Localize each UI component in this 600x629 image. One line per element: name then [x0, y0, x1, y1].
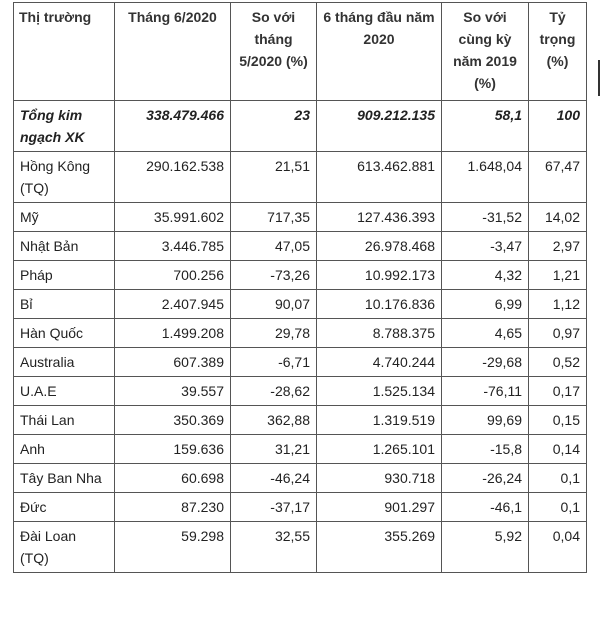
cell-share: 100 [529, 101, 587, 152]
cell-vs-2019: -76,11 [442, 377, 529, 406]
cell-market: Mỹ [14, 203, 115, 232]
table-row [14, 319, 587, 348]
cell-market: Hàn Quốc [14, 319, 115, 348]
cell-vs-2019: -29,68 [442, 348, 529, 377]
cell-share: 0,15 [529, 406, 587, 435]
cell-share: 0,97 [529, 319, 587, 348]
cell-market: Tây Ban Nha [14, 464, 115, 493]
table-header-row [14, 3, 587, 101]
cell-june-2020: 607.389 [115, 348, 231, 377]
table-row [14, 290, 587, 319]
cell-june-2020: 39.557 [115, 377, 231, 406]
cell-vs-may-2020: 31,21 [231, 435, 317, 464]
cell-share: 14,02 [529, 203, 587, 232]
cell-vs-2019: -46,1 [442, 493, 529, 522]
table-row [14, 522, 587, 573]
cell-share: 0,1 [529, 493, 587, 522]
cell-market: Hồng Kông (TQ) [14, 152, 115, 203]
cell-vs-may-2020: 21,51 [231, 152, 317, 203]
cell-share: 1,12 [529, 290, 587, 319]
cell-vs-may-2020: -37,17 [231, 493, 317, 522]
cell-vs-2019: 4,65 [442, 319, 529, 348]
header-market: Thị trường [14, 3, 115, 101]
table-row [14, 377, 587, 406]
cell-first-half-2020: 4.740.244 [317, 348, 442, 377]
cell-vs-2019: 1.648,04 [442, 152, 529, 203]
cell-june-2020: 1.499.208 [115, 319, 231, 348]
cell-share: 0,17 [529, 377, 587, 406]
cell-first-half-2020: 1.525.134 [317, 377, 442, 406]
table-row [14, 493, 587, 522]
cell-share: 67,47 [529, 152, 587, 203]
cell-vs-may-2020: 29,78 [231, 319, 317, 348]
cell-market: Nhật Bản [14, 232, 115, 261]
table-row [14, 261, 587, 290]
header-vs-may-2020: So với tháng 5/2020 (%) [231, 3, 317, 101]
cell-share: 1,21 [529, 261, 587, 290]
cell-june-2020: 60.698 [115, 464, 231, 493]
cell-vs-may-2020: -6,71 [231, 348, 317, 377]
table-row [14, 232, 587, 261]
cell-market: Tổng kim ngạch XK [14, 101, 115, 152]
cell-vs-2019: -31,52 [442, 203, 529, 232]
cell-vs-may-2020: 23 [231, 101, 317, 152]
cell-vs-2019: -26,24 [442, 464, 529, 493]
cell-vs-may-2020: 717,35 [231, 203, 317, 232]
header-share: Tỷ trọng (%) [529, 3, 587, 101]
table-row [14, 348, 587, 377]
cell-vs-2019: 99,69 [442, 406, 529, 435]
cell-june-2020: 2.407.945 [115, 290, 231, 319]
cell-june-2020: 159.636 [115, 435, 231, 464]
cell-first-half-2020: 355.269 [317, 522, 442, 573]
table-row [14, 406, 587, 435]
table-row [14, 203, 587, 232]
cell-share: 0,14 [529, 435, 587, 464]
table-row [14, 464, 587, 493]
table-row [14, 152, 587, 203]
cell-vs-2019: -15,8 [442, 435, 529, 464]
cell-june-2020: 290.162.538 [115, 152, 231, 203]
cell-first-half-2020: 1.319.519 [317, 406, 442, 435]
cell-share: 0,04 [529, 522, 587, 573]
cell-first-half-2020: 10.176.836 [317, 290, 442, 319]
cell-share: 0,1 [529, 464, 587, 493]
cell-june-2020: 350.369 [115, 406, 231, 435]
cell-market: Thái Lan [14, 406, 115, 435]
header-june-2020: Tháng 6/2020 [115, 3, 231, 101]
header-first-half-2020: 6 tháng đầu năm 2020 [317, 3, 442, 101]
table-body [14, 101, 587, 573]
cell-vs-may-2020: 32,55 [231, 522, 317, 573]
cell-vs-may-2020: -28,62 [231, 377, 317, 406]
cell-market: Bỉ [14, 290, 115, 319]
cell-first-half-2020: 1.265.101 [317, 435, 442, 464]
cell-vs-may-2020: -73,26 [231, 261, 317, 290]
table-row [14, 435, 587, 464]
cell-june-2020: 59.298 [115, 522, 231, 573]
cell-market: Đức [14, 493, 115, 522]
cell-first-half-2020: 10.992.173 [317, 261, 442, 290]
cell-june-2020: 338.479.466 [115, 101, 231, 152]
cell-vs-2019: 4,32 [442, 261, 529, 290]
export-table-container [13, 2, 587, 573]
cell-first-half-2020: 930.718 [317, 464, 442, 493]
cell-vs-may-2020: 90,07 [231, 290, 317, 319]
cell-market: Đài Loan (TQ) [14, 522, 115, 573]
cell-first-half-2020: 901.297 [317, 493, 442, 522]
cell-vs-may-2020: 47,05 [231, 232, 317, 261]
cell-first-half-2020: 613.462.881 [317, 152, 442, 203]
cell-market: Australia [14, 348, 115, 377]
cell-june-2020: 35.991.602 [115, 203, 231, 232]
cell-vs-may-2020: 362,88 [231, 406, 317, 435]
header-vs-same-period-2019: So với cùng kỳ năm 2019 (%) [442, 3, 529, 101]
cell-june-2020: 87.230 [115, 493, 231, 522]
cell-first-half-2020: 909.212.135 [317, 101, 442, 152]
cell-share: 0,52 [529, 348, 587, 377]
cell-vs-2019: 58,1 [442, 101, 529, 152]
export-market-table [13, 2, 587, 573]
cell-vs-2019: -3,47 [442, 232, 529, 261]
cell-first-half-2020: 127.436.393 [317, 203, 442, 232]
cell-first-half-2020: 26.978.468 [317, 232, 442, 261]
cell-market: Pháp [14, 261, 115, 290]
cell-first-half-2020: 8.788.375 [317, 319, 442, 348]
cell-vs-may-2020: -46,24 [231, 464, 317, 493]
cell-vs-2019: 6,99 [442, 290, 529, 319]
cell-share: 2,97 [529, 232, 587, 261]
cell-market: Anh [14, 435, 115, 464]
cell-june-2020: 700.256 [115, 261, 231, 290]
table-total-row [14, 101, 587, 152]
cell-vs-2019: 5,92 [442, 522, 529, 573]
cell-june-2020: 3.446.785 [115, 232, 231, 261]
cell-market: U.A.E [14, 377, 115, 406]
